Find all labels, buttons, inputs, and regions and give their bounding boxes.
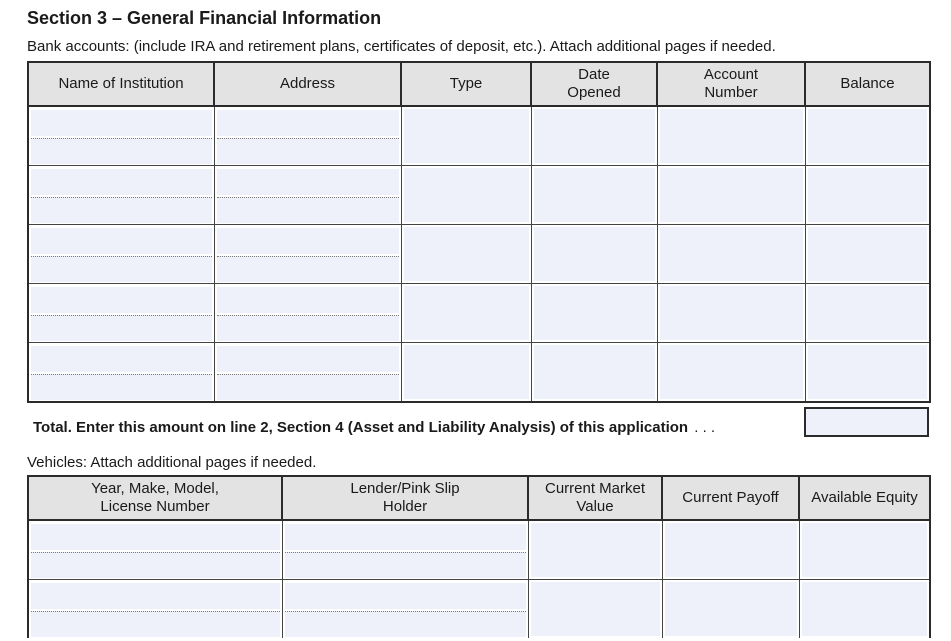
- bank-account-row: [28, 284, 930, 343]
- col-lender: Lender/Pink Slip Holder: [282, 476, 528, 520]
- dual-line-field: [215, 107, 401, 165]
- text-field[interactable]: [217, 374, 399, 401]
- bank-account-row: [28, 166, 930, 225]
- text-field[interactable]: [665, 523, 797, 577]
- table-cell: [805, 106, 930, 166]
- text-field[interactable]: [31, 583, 280, 609]
- dual-line-field: [215, 225, 401, 283]
- table-cell: [28, 284, 214, 343]
- text-field[interactable]: [534, 286, 655, 340]
- text-field[interactable]: [808, 286, 928, 340]
- col-account-number: Account Number: [657, 62, 805, 106]
- text-field[interactable]: [217, 256, 399, 283]
- text-field[interactable]: [31, 287, 212, 313]
- text-field[interactable]: [31, 197, 212, 224]
- text-field[interactable]: [660, 345, 803, 399]
- table-cell: [662, 520, 799, 580]
- table-cell: [28, 520, 282, 580]
- table-cell: [657, 284, 805, 343]
- vehicle-row: [28, 520, 930, 580]
- text-field[interactable]: [802, 582, 928, 636]
- total-leader-dots: . . .: [694, 419, 716, 436]
- col-name-of-institution: Name of Institution: [28, 62, 214, 106]
- table-cell: [805, 343, 930, 403]
- text-field[interactable]: [531, 582, 660, 636]
- col-current-market-value: Current Market Value: [528, 476, 662, 520]
- table-cell: [799, 580, 930, 639]
- table-cell: [401, 166, 531, 225]
- table-cell: [401, 343, 531, 403]
- col-type: Type: [401, 62, 531, 106]
- text-field[interactable]: [217, 197, 399, 224]
- dual-line-field: [29, 580, 282, 638]
- table-cell: [282, 520, 528, 580]
- text-field[interactable]: [217, 346, 399, 372]
- text-field[interactable]: [404, 286, 529, 340]
- col-year-make-model: Year, Make, Model, License Number: [28, 476, 282, 520]
- table-cell: [531, 225, 657, 284]
- total-amount-field[interactable]: [804, 407, 929, 437]
- table-cell: [799, 520, 930, 580]
- bank-account-row: [28, 106, 930, 166]
- table-cell: [214, 225, 401, 284]
- table-cell: [662, 580, 799, 639]
- table-cell: [282, 580, 528, 639]
- bank-account-row: [28, 343, 930, 403]
- text-field[interactable]: [285, 524, 526, 550]
- text-field[interactable]: [808, 109, 928, 163]
- table-cell: [657, 343, 805, 403]
- text-field[interactable]: [534, 168, 655, 222]
- col-current-payoff: Current Payoff: [662, 476, 799, 520]
- text-field[interactable]: [802, 523, 928, 577]
- vehicle-row: [28, 580, 930, 639]
- dual-line-field: [215, 166, 401, 224]
- table-cell: [528, 520, 662, 580]
- col-address: Address: [214, 62, 401, 106]
- col-available-equity: Available Equity: [799, 476, 930, 520]
- table-cell: [214, 343, 401, 403]
- table-cell: [531, 284, 657, 343]
- table-cell: [28, 580, 282, 639]
- text-field[interactable]: [217, 169, 399, 195]
- text-field[interactable]: [665, 582, 797, 636]
- section-title: Section 3 – General Financial Information: [27, 8, 382, 28]
- col-date-opened: Date Opened: [531, 62, 657, 106]
- dual-line-field: [29, 284, 214, 342]
- table-cell: [28, 106, 214, 166]
- text-field[interactable]: [217, 287, 399, 313]
- table-cell: [28, 343, 214, 403]
- table-cell: [214, 106, 401, 166]
- dual-line-field: [29, 225, 214, 283]
- table-cell: [531, 166, 657, 225]
- dual-line-field: [215, 284, 401, 342]
- table-cell: [214, 166, 401, 225]
- bank-accounts-instructions: Bank accounts: (include IRA and retirement plans, certificates of deposit, etc.). Attach additional pages if needed.: [27, 38, 776, 55]
- table-cell: [657, 166, 805, 225]
- text-field[interactable]: [808, 227, 928, 281]
- dual-line-field: [215, 343, 401, 401]
- table-cell: [531, 343, 657, 403]
- vehicles-instructions: Vehicles: Attach additional pages if needed.: [27, 454, 317, 471]
- text-field[interactable]: [31, 169, 212, 195]
- dual-line-field: [29, 343, 214, 401]
- total-instruction: [33, 419, 715, 436]
- dual-line-field: [29, 521, 282, 579]
- text-field[interactable]: [217, 138, 399, 165]
- text-field[interactable]: [660, 109, 803, 163]
- text-field[interactable]: [404, 109, 529, 163]
- dual-line-field: [283, 580, 528, 638]
- text-field[interactable]: [217, 315, 399, 342]
- text-field[interactable]: [285, 611, 526, 638]
- text-field[interactable]: [31, 346, 212, 372]
- text-field[interactable]: [217, 110, 399, 136]
- text-field[interactable]: [404, 345, 529, 399]
- text-field[interactable]: [534, 345, 655, 399]
- table-cell: [401, 106, 531, 166]
- text-field[interactable]: [404, 168, 529, 222]
- text-field[interactable]: [534, 109, 655, 163]
- table-cell: [657, 225, 805, 284]
- col-balance: Balance: [805, 62, 930, 106]
- text-field[interactable]: [660, 286, 803, 340]
- text-field[interactable]: [808, 168, 928, 222]
- vehicles-header-row: [28, 476, 930, 520]
- text-field[interactable]: [285, 552, 526, 579]
- table-cell: [401, 225, 531, 284]
- text-field[interactable]: [808, 345, 928, 399]
- table-cell: [214, 284, 401, 343]
- table-cell: [531, 106, 657, 166]
- text-field[interactable]: [31, 256, 212, 283]
- table-cell: [401, 284, 531, 343]
- vehicles-table: [27, 475, 931, 638]
- bank-account-row: [28, 225, 930, 284]
- dual-line-field: [29, 166, 214, 224]
- text-field[interactable]: [660, 168, 803, 222]
- text-field[interactable]: [660, 227, 803, 281]
- bank-header-row: [28, 62, 930, 106]
- bank-accounts-table: [27, 61, 931, 403]
- text-field[interactable]: [31, 315, 212, 342]
- text-field[interactable]: [534, 227, 655, 281]
- text-field[interactable]: [31, 611, 280, 638]
- total-label: Total. Enter this amount on line 2, Section 4 (Asset and Liability Analysis) of this application: [33, 419, 689, 436]
- text-field[interactable]: [31, 228, 212, 254]
- table-cell: [657, 106, 805, 166]
- text-field[interactable]: [31, 552, 280, 579]
- dual-line-field: [283, 521, 528, 579]
- table-cell: [528, 580, 662, 639]
- dual-line-field: [29, 107, 214, 165]
- text-field[interactable]: [217, 228, 399, 254]
- table-cell: [805, 166, 930, 225]
- table-cell: [805, 284, 930, 343]
- text-field[interactable]: [31, 138, 212, 165]
- table-cell: [28, 166, 214, 225]
- table-cell: [28, 225, 214, 284]
- text-field[interactable]: [31, 374, 212, 401]
- text-field[interactable]: [31, 524, 280, 550]
- table-cell: [805, 225, 930, 284]
- text-field[interactable]: [31, 110, 212, 136]
- text-field[interactable]: [404, 227, 529, 281]
- text-field[interactable]: [285, 583, 526, 609]
- text-field[interactable]: [531, 523, 660, 577]
